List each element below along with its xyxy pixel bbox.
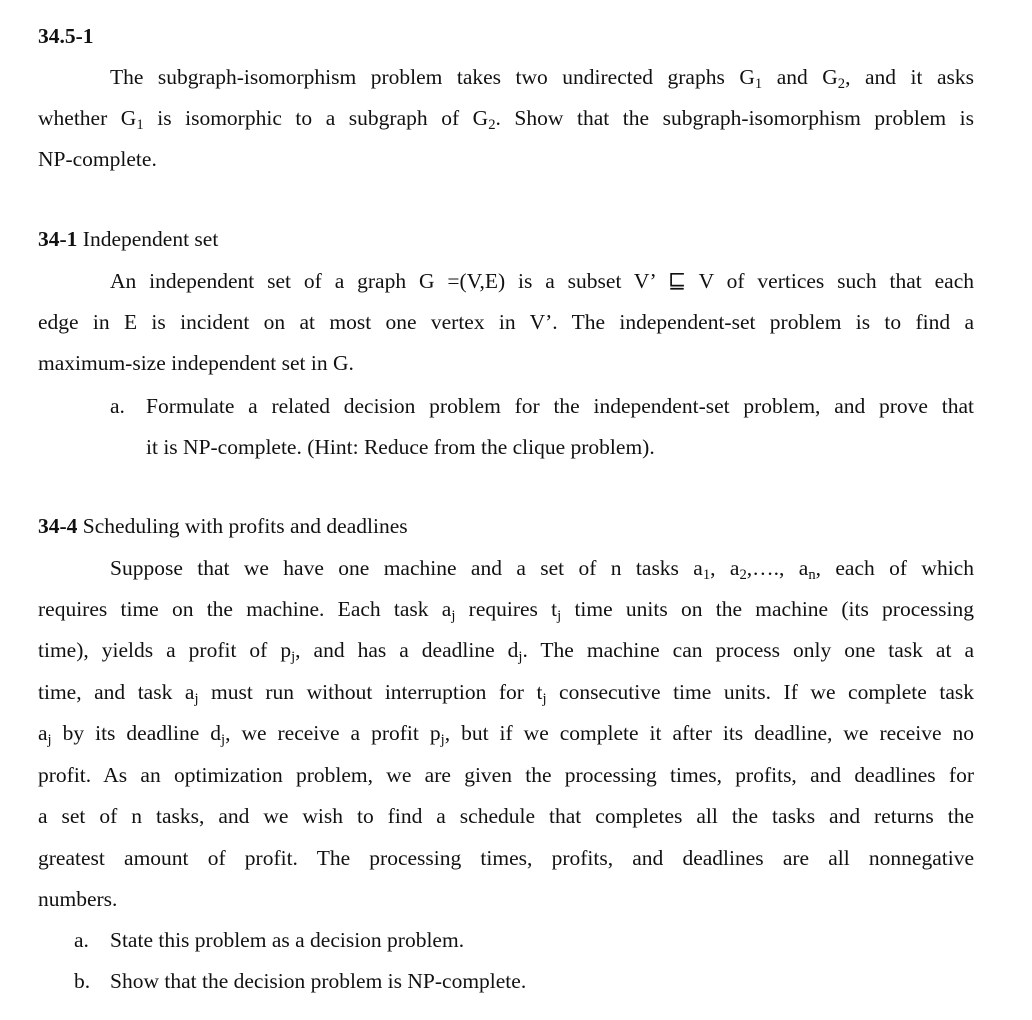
list-item-b: b. Show that the decision problem is NP-complete. (74, 969, 527, 993)
paragraph-line: time), yields a profit of $p_j$, and has a deadline $d_j$. The machine can process only one task at a (38, 638, 974, 666)
problem-heading-34-1: 34-1 Independent set (38, 227, 219, 251)
list-marker: a. (110, 394, 125, 418)
paragraph-line: The subgraph-isomorphism problem takes two undirected graphs $G_1$ and $G_2$, and it asks (110, 65, 974, 93)
paragraph-line: edge in E is incident on at most one vertex in V’. The independent-set problem is to find a (38, 310, 974, 334)
problem-heading-34-4: 34-4 Scheduling with profits and deadlines (38, 514, 408, 538)
list-marker: b. (74, 969, 91, 993)
paragraph-line: maximum-size independent set in G. (38, 351, 354, 375)
paragraph-line: Suppose that we have one machine and a set of n tasks $a_1$, $a_2,\dots$., $a_n$, each of which (110, 556, 974, 584)
list-item-a-continuation: it is NP-complete. (Hint: Reduce from the clique problem). (146, 435, 655, 459)
list-marker: a. (74, 928, 89, 952)
paragraph-line: whether $G_1$ is isomorphic to a subgraph of $G_2$. Show that the subgraph-isomorphism problem is (38, 106, 974, 134)
paragraph-line: time, and task $a_j$ must run without interruption for $t_j$ consecutive time units. If we complete task (38, 680, 974, 708)
list-item-a: a. Formulate a related decision problem for the independent-set problem, and prove that (110, 394, 974, 418)
paragraph-line: numbers. (38, 887, 118, 911)
paragraph-line: profit. As an optimization problem, we are given the processing times, profits, and deadlines for (38, 763, 974, 787)
paragraph-line: NP-complete. (38, 147, 157, 171)
list-item-a: a. State this problem as a decision problem. (74, 928, 465, 952)
paragraph-line: An independent set of a graph G =(V,E) is a subset V’ ⊑ V of vertices such that each (110, 269, 974, 293)
problem-heading-34-5-1: 34.5-1 (38, 24, 94, 48)
paragraph-line: requires time on the machine. Each task $a_j$ requires $t_j$ time units on the machine (its processing (38, 597, 975, 625)
paragraph-line: a set of n tasks, and we wish to find a schedule that completes all the tasks and returns the (38, 804, 974, 828)
paragraph-line: greatest amount of profit. The processing times, profits, and deadlines are all nonnegative (38, 846, 974, 870)
paragraph-line: $a_j$ by its deadline $d_j$, we receive a profit $p_j$, but if we complete it after its deadline, we receive no (38, 721, 974, 749)
